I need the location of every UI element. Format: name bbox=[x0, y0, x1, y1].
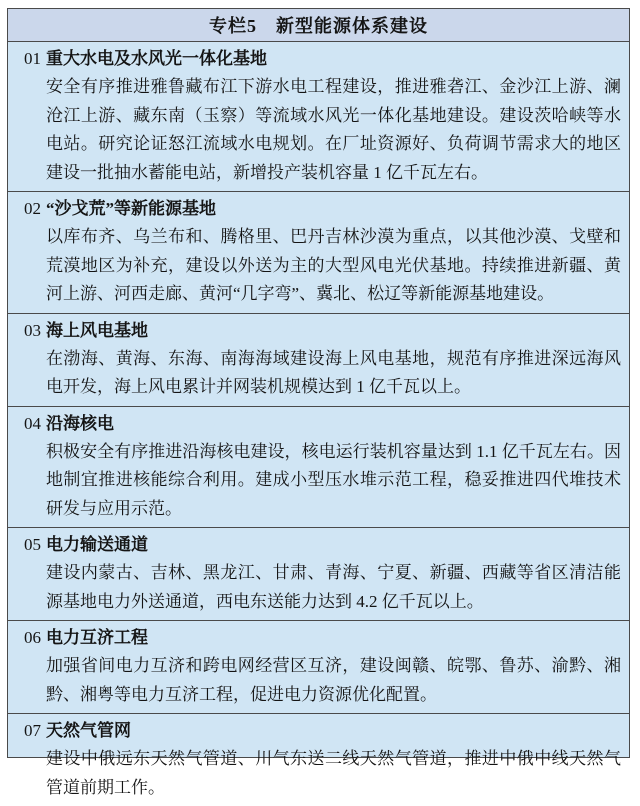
item-row bbox=[15, 45, 621, 187]
item-row bbox=[15, 317, 621, 402]
item-number: 07 bbox=[24, 721, 41, 740]
box-title: 专栏5 新型能源体系建设 bbox=[8, 9, 629, 42]
list-item bbox=[8, 527, 629, 620]
item-content bbox=[46, 531, 621, 616]
item-row bbox=[15, 624, 621, 709]
item-body: 加强省间电力互济和跨电网经营区互济，建设闽赣、皖鄂、鲁苏、渝黔、湘黔、湘粤等电力互济工程，促进电力资源优化配置。 bbox=[46, 656, 621, 704]
item-row bbox=[15, 195, 621, 309]
item-row bbox=[15, 531, 621, 616]
item-row bbox=[15, 717, 621, 802]
item-number: 06 bbox=[24, 628, 41, 647]
item-content bbox=[46, 317, 621, 402]
list-item bbox=[8, 620, 629, 713]
item-content bbox=[46, 45, 621, 187]
item-title: 电力互济工程 bbox=[46, 628, 148, 647]
item-body: 以库布齐、乌兰布和、腾格里、巴丹吉林沙漠为重点，以其他沙漠、戈壁和荒漠地区为补充，建设以外送为主的大型风电光伏基地。持续推进新疆、黄河上游、河西走廊、黄河“几字弯”、冀北、松辽等新能源基地建设。 bbox=[46, 227, 621, 303]
policy-column-box bbox=[7, 8, 630, 797]
item-number: 01 bbox=[24, 49, 41, 68]
item-content bbox=[46, 195, 621, 309]
item-body: 建设中俄远东天然气管道、川气东送二线天然气管道，推进中俄中线天然气管道前期工作。 bbox=[46, 749, 621, 797]
list-item bbox=[8, 406, 629, 528]
item-title: 沿海核电 bbox=[46, 413, 114, 433]
item-body: 积极安全有序推进沿海核电建设，核电运行装机容量达到 1.1 亿千瓦左右。因地制宜推进核能综合利用。建成小型压水堆示范工程，稳妥推进四代堆技术研发与应用示范。 bbox=[46, 441, 621, 518]
item-content bbox=[46, 410, 621, 524]
item-title: “沙戈荒”等新能源基地 bbox=[46, 199, 216, 218]
list-item bbox=[8, 191, 629, 313]
item-title: 重大水电及水风光一体化基地 bbox=[46, 49, 267, 68]
item-title: 海上风电基地 bbox=[46, 320, 148, 340]
item-number: 04 bbox=[24, 413, 41, 433]
item-number: 03 bbox=[24, 320, 41, 340]
box-body bbox=[8, 42, 629, 797]
item-title: 电力输送通道 bbox=[46, 535, 148, 554]
item-content bbox=[46, 624, 621, 709]
item-row bbox=[15, 410, 621, 524]
item-content bbox=[46, 717, 621, 802]
item-body: 建设内蒙古、吉林、黑龙江、甘肃、青海、宁夏、新疆、西藏等省区清洁能源基地电力外送通道，西电东送能力达到 4.2 亿千瓦以上。 bbox=[46, 563, 621, 611]
item-body: 在渤海、黄海、东海、南海海域建设海上风电基地，规范有序推进深远海风电开发，海上风电累计并网装机规模达到 1 亿千瓦以上。 bbox=[46, 348, 621, 396]
item-body: 安全有序推进雅鲁藏布江下游水电工程建设，推进雅砻江、金沙江上游、澜沧江上游、藏东南（玉察）等流域水风光一体化基地建设。建设茨哈峡等水电站。研究论证怒江流域水电规划。在厂址资源好、负荷调节需求大的地区建设一批抽水蓄能电站，新增投产装机容量 1 亿千瓦左右。 bbox=[46, 77, 621, 182]
item-number: 05 bbox=[24, 535, 41, 554]
list-item bbox=[8, 313, 629, 406]
list-item bbox=[8, 42, 629, 191]
item-number: 02 bbox=[24, 199, 41, 218]
item-title: 天然气管网 bbox=[46, 721, 131, 740]
list-item bbox=[8, 713, 629, 806]
